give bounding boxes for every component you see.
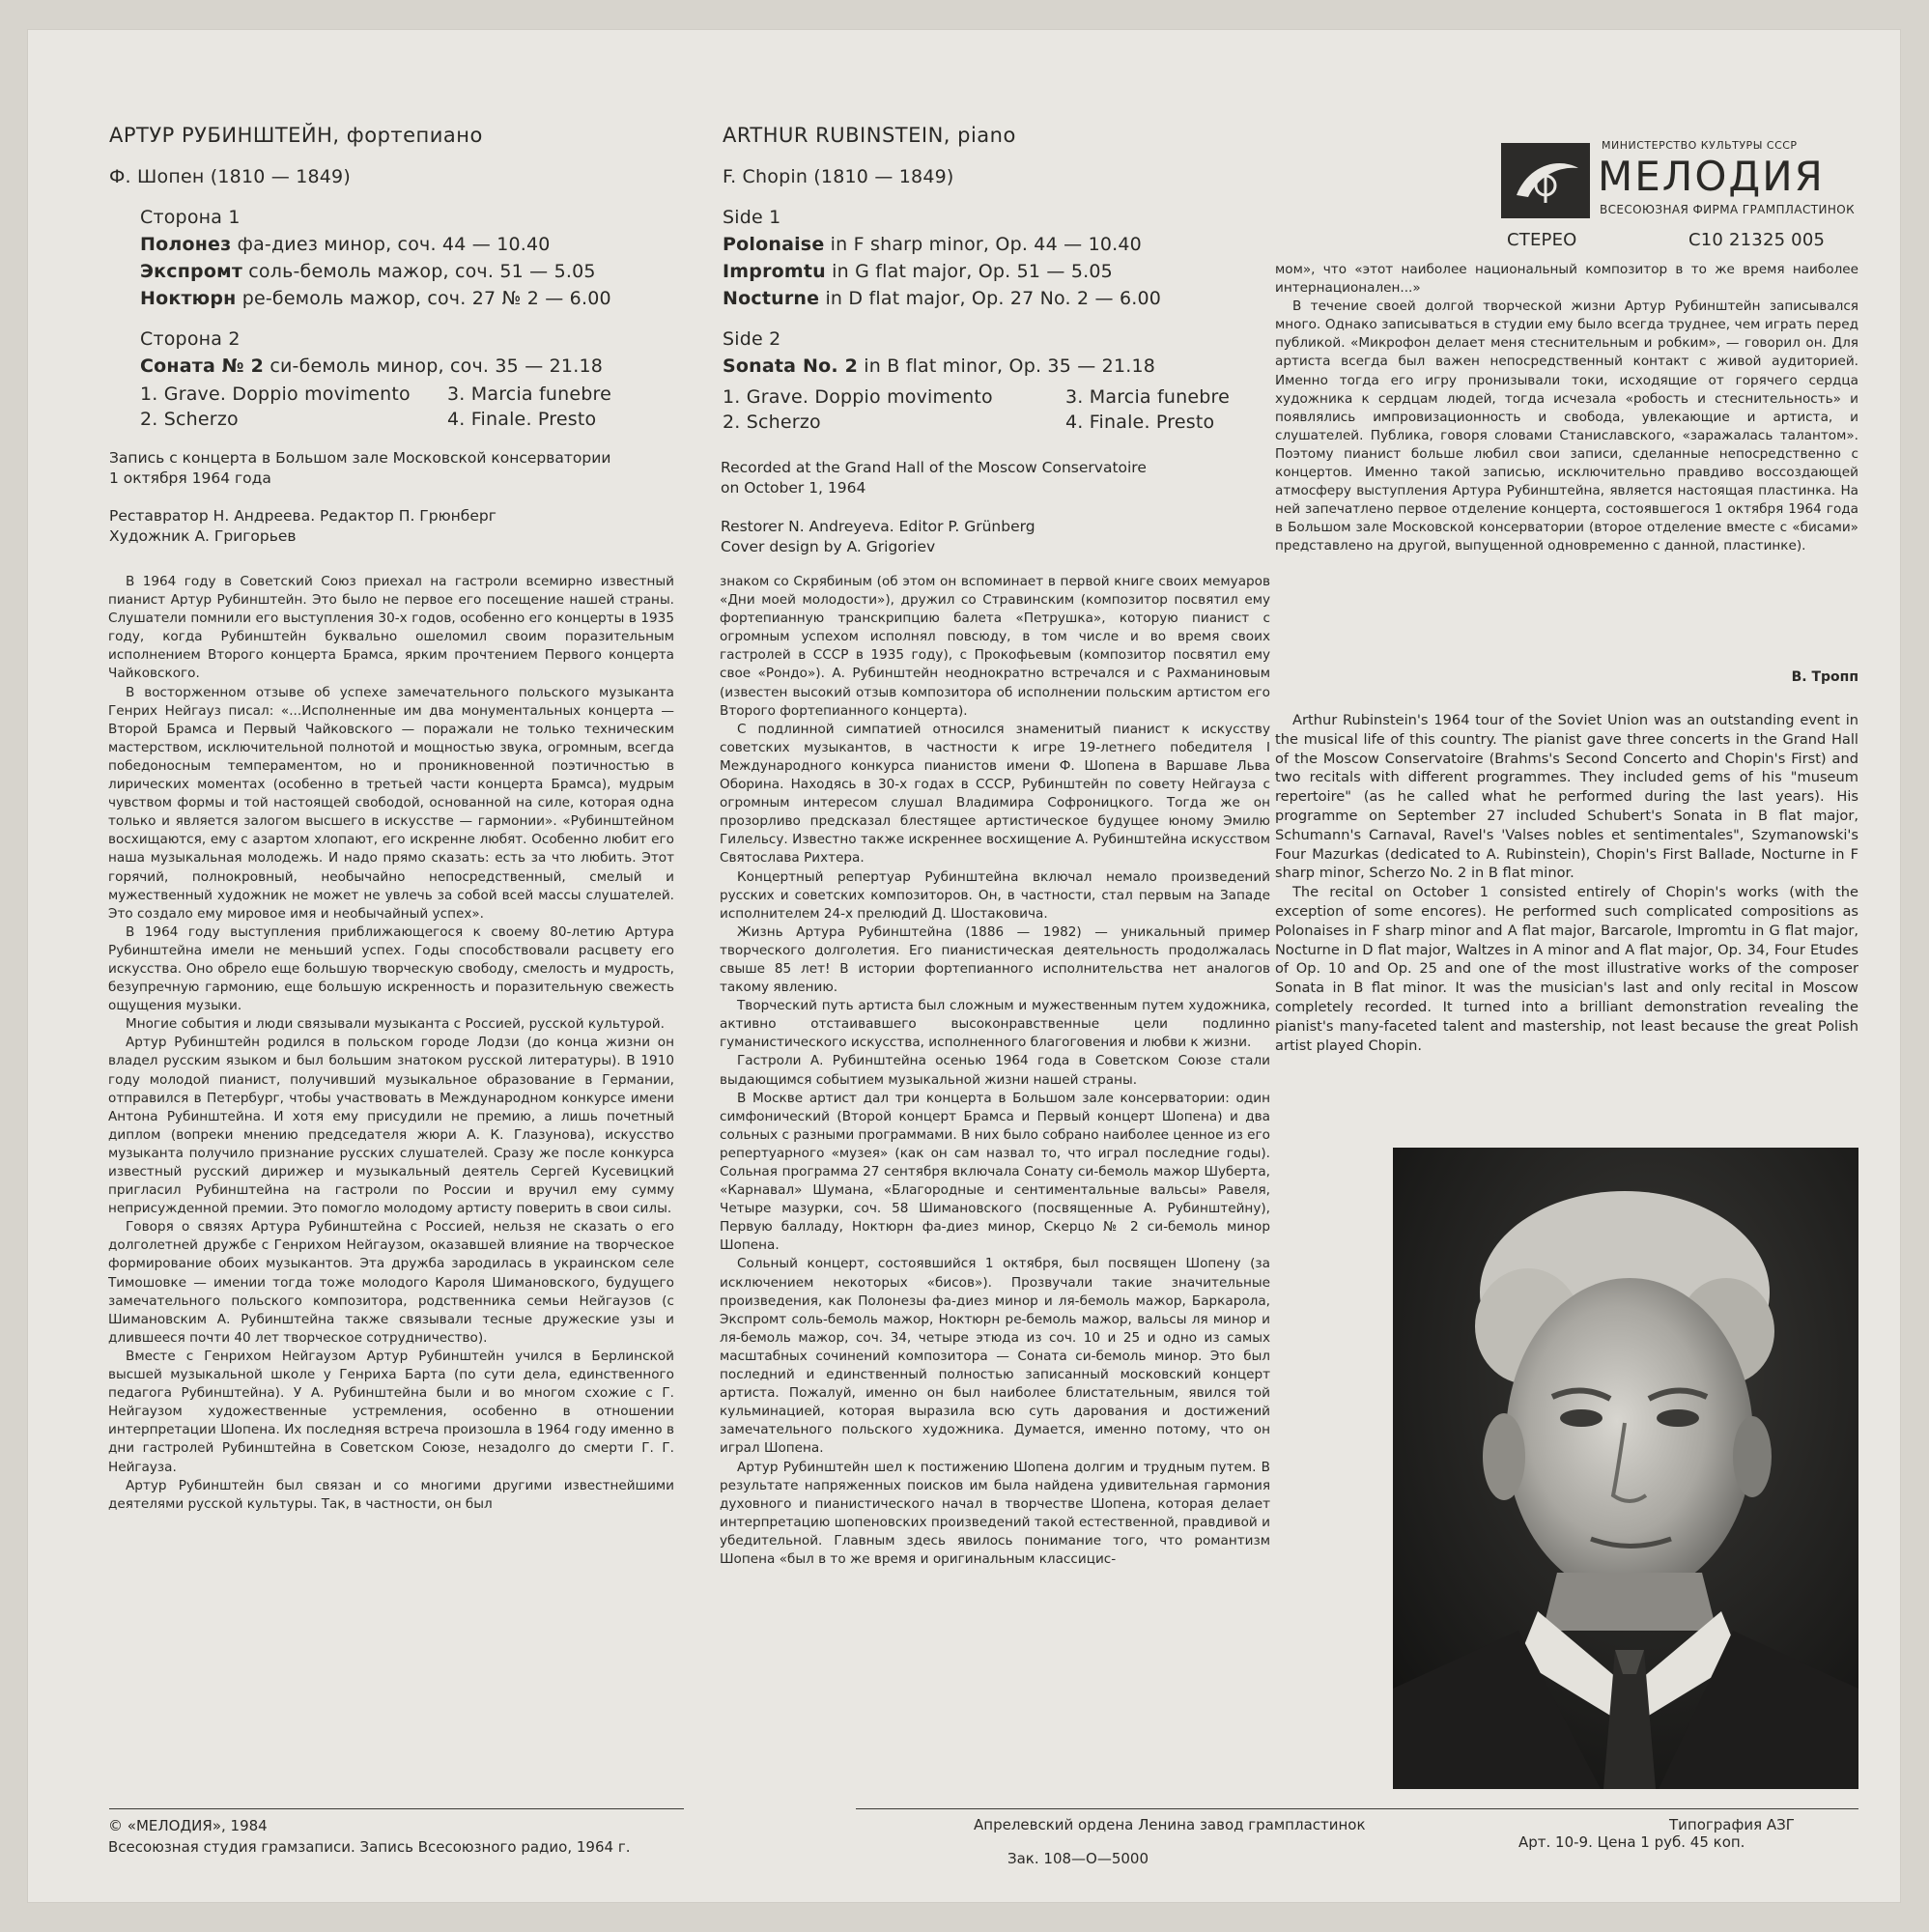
paragraph: В восторженном отзыве об успехе замечательного польского музыканта Генрих Нейгауз писал: «...Исполненные им два монументальных концерта — Второй Брамса и Первый Чайковского — поражали не только техническим мастерством, исключительной полнотой и мощностью звука, огромным, всегда победоносным темпераментом, но и проникновенной поэтичностью в лирических моментах (особенно в третьей части концерта Брамса), мудрым чувством формы и той настоящей свободой, основанной на силе, которая одна только и является залогом высшего в искусстве — гармонии». «Рубинштейном восхищаются, ему с азартом хлопают, его искренне любят. Особенно любит его наша музыкальная молодежь. И надо прямо сказать: есть за что любить. Этот горячий, полнокровный, необычайно непосредственный, смелый и мужественный художник не может не увлечь за собой всей массы слушателей. Это создало ему мировое имя и необычайный успех». (108, 684, 674, 922)
column-3-ru-text (1275, 261, 1858, 667)
price-line: Арт. 10-9. Цена 1 руб. 45 коп. (1518, 1833, 1745, 1851)
en-track4: Sonata No. 2 in B flat minor, Op. 35 — 21.18 (723, 355, 1156, 377)
paragraph: Концертный репертуар Рубинштейна включал немало произведений русских и советских композиторов. Он, в частности, стал первым на Западе исполнителем 24-х прелюдий Д. Шостаковича. (720, 868, 1270, 922)
logo-name: МЕЛОДИЯ (1598, 153, 1825, 200)
ru-recording-note-2: 1 октября 1964 года (109, 469, 271, 487)
paragraph: Гастроли А. Рубинштейна осенью 1964 года в Советском Союзе стали выдающимся событием музыкальной жизни нашей страны. (720, 1053, 1270, 1088)
ru-track3: Ноктюрн ре-бемоль мажор, соч. 27 № 2 — 6.00 (140, 288, 611, 309)
en-composer: F. Chopin (1810 — 1849) (723, 166, 954, 187)
footer-divider (109, 1808, 684, 1809)
paragraph: Многие события и люди связывали музыканта с Россией, русской культурой. (126, 1016, 665, 1033)
paragraph: знаком со Скрябиным (об этом он вспоминает в первой книге своих мемуаров «Дни моей молодости»), дружил со Стравинским (композитор посвятил ему фортепианную транскрипцию балета «Петрушка», которую пианист с огромным успехом исполнял повсюду, в том числе и во время своих гастролей в СССР в 1935 году), с Прокофьевым (композитор посвятил ему свое «Рондо»). А. Рубинштейн неоднократно встречался и с Рахманиновым (известен высокий отзыв композитора об исполнении польским артистом его Второго фортепианного концерта). (720, 574, 1270, 719)
en-movement-3: 3. Marcia funebre (1065, 386, 1231, 408)
column-3-en-text (1275, 711, 1858, 1136)
portrait-photo (1393, 1148, 1858, 1789)
paragraph: Жизнь Артура Рубинштейна (1886 — 1982) — уникальный пример творческого долголетия. Его пианистическая деятельность продолжалась свыше 85 лет! В истории фортепианного исполнительства нет аналогов такому явлению. (720, 923, 1270, 996)
paragraph: Артур Рубинштейн был связан и со многими другими известнейшими деятелями русской культуры. Так, в частности, он был (108, 1477, 674, 1512)
en-track1: Polonaise in F sharp minor, Op. 44 — 10.40 (723, 234, 1142, 255)
record-sleeve-back (27, 29, 1901, 1903)
en-credits-2: Cover design by A. Grigoriev (721, 538, 936, 555)
ru-track1: Полонез фа-диез минор, соч. 44 — 10.40 (140, 234, 551, 255)
en-side2: Side 2 (723, 328, 781, 350)
paragraph: В течение своей долгой творческой жизни Артур Рубинштейн записывался много. Однако записываться в студии ему было всегда труднее, чем играть перед публикой. «Микрофон делает меня стеснительным и робким», — говорил он. Для артиста всегда был важен непосредственный контакт с живой аудиторией. Именно тогда его игру пронизывали токи, исходящие от горячего сердца художника к сердцам людей, тогда исчезала «робость и стеснительность» и появлялись импровизационность и свобода, увлекающие и артиста, и слушателей. Публика, говоря словами Станиславского, «заражалась талантом». Поэтому пианист больше любил свои записи, сделанные непосредственно с концертов. Именно такой записью, исключительно правдиво воссоздающей атмосферу выступления Артура Рубинштейна, является настоящая пластинка. На ней запечатлено первое отделение концерта, состоявшегося 1 октября 1964 года в Большом зале Московской консерватории (второе отделение вместе с «бисами» представлено на другой, выпущенной одновременно с данной, пластинке). (1275, 298, 1858, 554)
footer-divider (856, 1808, 1858, 1809)
en-movement-2: 2. Scherzo (723, 412, 821, 433)
ru-recording-note-1: Запись с концерта в Большом зале Московской консерватории (109, 449, 611, 467)
ru-credits-2: Художник А. Григорьев (109, 527, 297, 545)
paragraph: Творческий путь артиста был сложным и мужественным путем художника, активно отстаивавшего высоконравственные цели подлинно гуманистического искусства, исполненного благоговения и любви к жизни. (720, 998, 1270, 1051)
paragraph: Говоря о связях Артура Рубинштейна с Россией, нельзя не сказать о его долголетней дружбе с Генрихом Нейгаузом, оказавшей влияние на творческое формирование обоих музыкантов. Эта дружба зародилась в украинском селе Тимошовке — имении тогда тоже молодого Кароля Шимановского, будущего замечательного польского композитора, родственника семьи Нейгаузов (с Шимановским А. Рубинштейна также связывали тесные дружеские узы и длившееся почти 40 лет творческое сотрудничество). (108, 1219, 674, 1346)
paragraph: The recital on October 1 consisted entirely of Chopin's works (with the exception of some encores). He performed such complicated compositions as Polonaises in F sharp minor and A flat major, Barcarole, Impromtu in G flat major, Nocturne in D flat major, Waltzes in A minor and A flat major, Op. 34, Four Etudes of Op. 10 and Op. 25 and one of the most illustrative works of the composer Sonata in B flat minor. It was the musician's last and only recital in Moscow completely recorded. It turned into a brilliant demonstration revealing the pianist's many-faceted talent and mastership, not least because the great Polish artist played Chopin. (1275, 884, 1858, 1054)
en-track3: Nocturne in D flat major, Op. 27 No. 2 — 6.00 (723, 288, 1162, 309)
column-1-text (108, 573, 674, 1867)
ru-credits-1: Реставратор Н. Андреева. Редактор П. Грюнберг (109, 507, 496, 525)
printer-name: Типография АЗГ (1669, 1816, 1795, 1833)
en-movement-1: 1. Grave. Doppio movimento (723, 386, 993, 408)
melodiya-logo (1497, 139, 1856, 226)
en-side1: Side 1 (723, 207, 781, 228)
stereo-label: СТЕРЕО (1507, 230, 1577, 250)
plant-name: Апрелевский ордена Ленина завод грампластинок (974, 1816, 1366, 1833)
ru-composer: Ф. Шопен (1810 — 1849) (109, 166, 351, 187)
ru-movement-4: 4. Finale. Presto (447, 409, 597, 430)
ru-instrument: фортепиано (339, 124, 483, 147)
paragraph: Артур Рубинштейн родился в польском городе Лодзи (до конца жизни он владел русским языком и был большим знатоком русской литературы). В 1910 году молодой пианист, получивший музыкальное образование в Германии, отправился в Петербург, чтобы участвовать в Международном конкурсе имени Антона Рубинштейна. И хотя ему присудили не премию, а лишь почетный диплом (вопреки мнению председателя жюри А. К. Глазунова), искусство музыканта получило признание русских слушателей. Сразу же после конкурса известный русский дирижер и музыкальный деятель Сергей Кусевицкий пригласил Рубинштейна на гастроли по России и вручил ему сумму неприсужденной премии. Это помогло молодому артисту поверить в свои силы. (108, 1035, 674, 1217)
ru-side2: Сторона 2 (140, 328, 241, 350)
paragraph: Артур Рубинштейн шел к постижению Шопена долгим и трудным путем. В результате напряженных поисков им была найдена удивительная гармония духовного и пианистического начал в творчестве Шопена, которая делает интерпретацию шопеновских произведений такой естественной, правдивой и убедительной. Главным здесь явилось понимание того, что романтизм Шопена «был в то же время и оригинальным классицис- (720, 1459, 1270, 1567)
melodiya-emblem-icon (1501, 143, 1590, 218)
paragraph: Arthur Rubinstein's 1964 tour of the Soviet Union was an outstanding event in the musical life of this country. The pianist gave three concerts in the Grand Hall of the Moscow Conservatoire (Brahms's Second Concerto and Chopin's First) and two recitals with different programmes. They included gems of his "museum repertoire" (as he called what he performed during the last years). His programme on September 27 included Schubert's Sonata in B flat major, Schumann's Carnaval, Ravel's 'Valses nobles et sentimentales", Szymanowski's Four Mazurkas (dedicated to A. Rubinstein), Chopin's First Ballade, Nocturne in F sharp minor, Scherzo No. 2 in B flat minor. (1275, 712, 1858, 882)
paragraph: С подлинной симпатией относился знаменитый пианист к искусству советских музыкантов, в частности к игре 19-летнего победителя I Международного конкурса пианистов имени Ф. Шопена в Варшаве Льва Оборина. Находясь в 30-х годах в СССР, Рубинштейн по совету Нейгауза с огромным интересом слушал Владимира Софроницкого. Тогда же он прозорливо предсказал блестящее артистическое будущее юному Эмилю Гилельсу. Известно также искреннее восхищение А. Рубинштейна искусством Святослава Рихтера. (720, 721, 1270, 867)
ru-side1: Сторона 1 (140, 207, 241, 228)
column-2-text (720, 573, 1270, 1867)
ru-movement-2: 2. Scherzo (140, 409, 239, 430)
ru-artist-name: АРТУР РУБИНШТЕЙН, (109, 124, 340, 147)
order-number: Зак. 108—О—5000 (1007, 1850, 1149, 1867)
author-signature: В. Тропп (1791, 669, 1858, 685)
ru-title (109, 124, 483, 147)
en-recording-note-2: on October 1, 1964 (721, 479, 866, 497)
ru-track2: Экспромт соль-бемоль мажор, соч. 51 — 5.05 (140, 261, 596, 282)
en-credits-1: Restorer N. Andreyeva. Editor P. Grünberg (721, 518, 1035, 535)
ru-movement-3: 3. Marcia funebre (447, 384, 612, 405)
copyright: © «МЕЛОДИЯ», 1984 (108, 1817, 268, 1834)
paragraph: В 1964 году в Советский Союз приехал на гастроли всемирно известный пианист Артур Рубинштейн. Это было не первое его посещение нашей страны. Слушатели помнили его выступления 30-х годов, особенно его концерты в 1935 году, когда Рубинштейн буквально ошеломил своим поразительным исполнением Второго концерта Брамса, ярким прочтением Первого концерта Чайковского. (108, 574, 674, 682)
en-movement-4: 4. Finale. Presto (1065, 412, 1215, 433)
en-track2: Impromtu in G flat major, Op. 51 — 5.05 (723, 261, 1113, 282)
paragraph: мом», что «этот наиболее национальный композитор в то же время наиболее интернационален...» (1275, 262, 1858, 297)
paragraph: В 1964 году выступления приближающегося к своему 80-летию Артура Рубинштейна имели не меньший успех. Годы способствовали расцвету его искусства. Оно обрело еще большую творческую свободу, смелость и мудрость, безупречную гармонию, еще большую искренность и поразительную свежесть ощущения музыки. (108, 923, 674, 1014)
logo-subtitle: ВСЕСОЮЗНАЯ ФИРМА ГРАМПЛАСТИНОК (1600, 203, 1856, 216)
paragraph: Вместе с Генрихом Нейгаузом Артур Рубинштейн учился в Берлинской высшей музыкальной школе у Генриха Барта (по сути дела, единственного педагога Рубинштейна). У А. Рубинштейна были и во многом схожие с Г. Нейгаузом художественные устремления, особенно в отношении интерпретации Шопена. Их последняя встреча произошла в 1964 году именно в дни гастролей Рубинштейна в Советском Союзе, незадолго до смерти Г. Г. Нейгауза. (108, 1348, 674, 1475)
paragraph: В Москве артист дал три концерта в Большом зале консерватории: один симфонический (Второй концерт Брамса и Первый концерт Шопена) и два сольных с разными программами. В них было собрано наиболее ценное из его репертуарного «музея» (как он сам назвал то, что играл последние годы). Сольная программа 27 сентября включала Сонату си-бемоль мажор Шуберта, «Карнавал» Шумана, «Благородные и сентиментальные вальсы» Равеля, Четыре мазурки, соч. 58 Шимановского (посвященные А. Рубинштейну), Первую балладу, Ноктюрн фа-диез минор, Скерцо № 2 си-бемоль минор Шопена. (720, 1090, 1270, 1254)
studio-note: Всесоюзная студия грамзаписи. Запись Всесоюзного радио, 1964 г. (108, 1838, 631, 1856)
en-recording-note-1: Recorded at the Grand Hall of the Moscow Conservatoire (721, 459, 1147, 476)
ru-track4: Соната № 2 си-бемоль минор, соч. 35 — 21.18 (140, 355, 604, 377)
catalog-number: С10 21325 005 (1688, 230, 1826, 250)
logo-ministry: МИНИСТЕРСТВО КУЛЬТУРЫ СССР (1602, 139, 1798, 152)
ru-movement-1: 1. Grave. Doppio movimento (140, 384, 411, 405)
paragraph: Сольный концерт, состоявшийся 1 октября, был посвящен Шопену (за исключением некоторых «бисов»). Прозвучали такие значительные произведения, как Полонезы фа-диез минор и ля-бемоль мажор, Баркарола, Экспромт соль-бемоль мажор, Ноктюрн ре-бемоль мажор, вальсы ля минор и ля-бемоль мажор, соч. 34, четыре этюда из соч. 10 и 25 и одно из самых масштабных сочинений композитора — Соната си-бемоль минор. Это был последний и единственный полностью записанный московский концерт артиста. Пожалуй, именно он был наиболее блистательным, явился той кульминацией, которая выразила всю суть дарования и достижений замечательного польского художника. Думается, именно потому, что он играл Шопена. (720, 1256, 1270, 1457)
en-title: ARTHUR RUBINSTEIN, piano (723, 124, 1016, 147)
